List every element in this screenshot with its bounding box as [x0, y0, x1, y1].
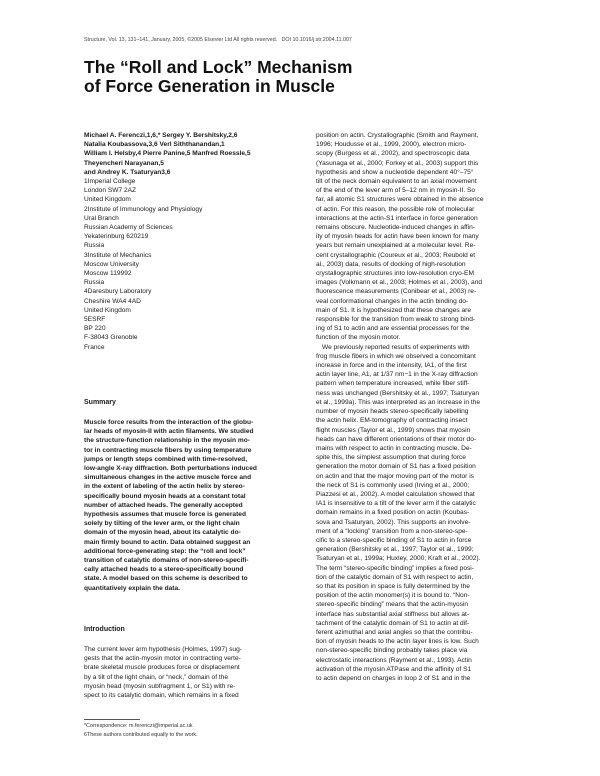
summary-line: specifically bound myosin heads at a constant total	[84, 492, 246, 500]
body-line: ferent azimuthal and axial angles so that the contribu-	[316, 628, 473, 636]
body-line: tion of myosin heads to the actin layer lines is low. Such	[316, 638, 479, 646]
body-line: interface has substantial axial stiffness but allows at-	[316, 610, 470, 618]
body-line: 1996; Houdusse et al., 1999, 2000), electron micro-	[316, 141, 467, 149]
body-line: generation the motor domain of S1 has a fixed position	[316, 463, 476, 471]
author-line: Michael A. Ferenczi,1,6,* Sergey Y. Bershitsky,2,6	[84, 132, 238, 139]
affiliation-line: United Kingdom	[84, 196, 131, 204]
doi-text[interactable]: DOI 10.1016/j.str.2004.11.007	[281, 37, 352, 43]
article-title	[84, 58, 504, 96]
body-line: so that its position in space is fully determined by the	[316, 582, 470, 590]
affiliation-line: 5ESRF	[84, 316, 106, 324]
summary-line: low-angle X-ray diffraction. Both perturbations induced	[84, 465, 257, 473]
footnotes	[84, 722, 306, 739]
affiliation-line: France	[84, 343, 105, 351]
author-list	[84, 131, 303, 177]
body-line: electrostatic interactions (Rayment et al., 1993). Actin	[316, 656, 472, 664]
affiliation-line: Ural Branch	[84, 214, 119, 222]
affiliation-line: 3Institute of Mechanics	[84, 251, 152, 259]
summary-line: quantitatively explain the data.	[84, 584, 180, 592]
body-line: veal conformational changes in the actin binding do-	[316, 297, 469, 305]
title-line: of Force Generation in Muscle	[84, 76, 335, 96]
author-line: Natalia Koubassova,3,6 Verl Siththanandan,1	[84, 141, 225, 149]
summary-line: state. A model based on this scheme is described to	[84, 575, 248, 583]
body-line: tachment of the catalytic domain of S1 to actin at dif-	[316, 619, 470, 627]
summary-line: in the extent of labeling of the actin helix by stereo-	[84, 483, 245, 491]
affiliation-line: BP 220	[84, 325, 106, 333]
summary-line: jumps or length steps combined with time-resolved,	[84, 455, 248, 463]
body-line: al., 2003) data, results of docking of high-resolution	[316, 260, 466, 268]
body-line: ness was unchanged (Bershitsky et al., 1997; Tsaturyan	[316, 389, 479, 397]
body-line: position of the actin monomer(s) it is bound to. “Non-	[316, 592, 470, 600]
summary-line: simultaneous changes in the active muscle force and	[84, 474, 252, 482]
summary-line: transition of catalytic domains of non-stereo-specifi-	[84, 557, 249, 565]
summary-line: number of attached heads. The generally accepted	[84, 501, 243, 509]
body-line: main of S1. It is hypothesized that these changes are	[316, 306, 472, 314]
body-line: flight muscles (Taylor et al., 1999) shows that myosin	[316, 426, 471, 434]
author-line: William I. Helsby,4 Pierre Panine,5 Manfred Roessle,5	[84, 150, 251, 158]
body-line: far, all atomic S1 structures were obtained in the absence	[316, 196, 484, 204]
citation-text: Structure, Vol. 13, 131–141, January, 2005, ©2005 Elsevier Ltd All rights reserved.	[84, 37, 278, 43]
affiliation-line: United Kingdom	[84, 306, 131, 314]
body-line: frog muscle fibers in which we observed a concomitant	[316, 352, 476, 360]
intro-line: spect to its catalytic domain, which remains in a fixed	[84, 692, 239, 700]
author-line: and Andrey K. Tsaturyan3,6	[84, 168, 171, 176]
body-line: stereo-specific binding” means that the actin-myosin	[316, 601, 469, 609]
body-line: hypothesis and show a nucleotide dependent 40°–75°	[316, 168, 474, 176]
body-line: Piazzesi et al., 2002). A model calculation showed that	[316, 490, 475, 498]
body-line: interactions at the actin-S1 interface in force generation	[316, 214, 478, 222]
summary-line: domain of the myosin head, about its catalytic do-	[84, 529, 241, 537]
affiliation-line: 1Imperial College	[84, 178, 136, 186]
affiliation-line: Russia	[84, 242, 105, 250]
body-line: et al., 1999a). This was interpreted as an increase in the	[316, 398, 481, 406]
body-line: (Yasunaga et al., 2000; Forkey et al., 2003) support this	[316, 159, 479, 167]
summary-line: Muscle force results from the interaction of the globu-	[84, 419, 254, 426]
author-line: Theyencheri Narayanan,5	[84, 159, 164, 167]
body-line: actin layer line, A1, at 1/37 nm−1 in the X-ray diffraction	[316, 371, 478, 379]
body-line: non-stereo-specific binding probably takes place via	[316, 647, 468, 655]
summary-line: cally attached heads to a stereo-specifically bound	[84, 566, 244, 574]
affiliation-line: Cheshire WA4 4AD	[84, 297, 141, 305]
affiliation-line: F-38043 Grenoble	[84, 334, 138, 342]
footnote-equal-contribution: 6These authors contributed equally to the work.	[84, 731, 198, 738]
body-line: responsible for the transition from weak to strong bind-	[316, 316, 476, 324]
left-column-front-matter	[84, 131, 303, 352]
body-line: function of the myosin motor.	[316, 334, 401, 342]
summary-line: hypothesis assumes that muscle force is generated	[84, 511, 246, 519]
body-line: tilt of the neck domain equivalent to an axial movement	[316, 178, 477, 186]
body-line: number of myosin heads stereo-specifically labelling	[316, 408, 469, 416]
body-line: The term “stereo-specific binding” implies a fixed posi-	[316, 564, 474, 572]
body-line: position on actin. Crystallographic (Smith and Rayment,	[316, 132, 479, 139]
affiliation-line: Yekaterinburg 620219	[84, 233, 149, 241]
body-line: scopy (Burgess et al., 2002), and spectroscopic data	[316, 150, 470, 158]
body-line: mains with respect to actin in contracting muscle. De-	[316, 444, 472, 452]
body-line: pattern when temperature increased, while fiber stiff-	[316, 380, 470, 388]
summary-line: main firmly bound to actin. Data obtained suggest an	[84, 538, 251, 546]
body-line: remains obscure. Nucleotide-induced changes in affin-	[316, 224, 475, 232]
summary-line: additional force-generating step: the “roll and lock”	[84, 547, 246, 555]
right-column-body	[316, 131, 538, 683]
intro-line: by a tilt of the light chain, or “neck,” domain of the	[84, 673, 229, 681]
body-line: sova and Tsaturyan, 2002). This supports an involve-	[316, 518, 471, 526]
body-line: on actin and that the major moving part of the motor is	[316, 472, 474, 480]
body-line: spite this, the simplest assumption that during force	[316, 454, 466, 462]
body-line: increase in force and in the intensity, IA1, of the first	[316, 362, 467, 370]
summary-heading: Summary	[84, 399, 116, 406]
summary-text	[84, 418, 306, 593]
body-line: the neck of S1 is commonly used (Irving et al., 2000;	[316, 481, 470, 489]
body-line: fluorescence measurements (Conibear et al., 2003) re-	[316, 288, 477, 296]
body-line: of actin. For this reason, the possible role of molecular	[316, 205, 475, 213]
body-line: crystallographic structures into low-resolution cryo-EM	[316, 270, 474, 278]
affiliation-line: 2Institute of Immunology and Physiology	[84, 205, 203, 213]
affiliation-line: Russia	[84, 279, 105, 287]
introduction-text	[84, 645, 306, 700]
body-line: ity of myosin heads for actin have been known for many	[316, 233, 479, 241]
summary-line: tor in contracting muscle fibers by using temperature	[84, 446, 252, 454]
body-line: ment of a “locking” transition from a non-stereo-spe-	[316, 527, 468, 535]
body-line: domain remains in a fixed position on actin (Koubas-	[316, 509, 470, 517]
body-line: to actin depend on charges in loop 2 of S1 and in the	[316, 674, 471, 682]
journal-header	[84, 37, 524, 43]
intro-line: gests that the actin-myosin motor in contracting verte-	[84, 655, 241, 663]
body-line: generation (Bershitsky et al., 1997; Taylor et al., 1999;	[316, 546, 474, 554]
affiliation-line: Russian Academy of Sciences	[84, 224, 173, 232]
summary-line: solely by tilting of the lever arm, or the light chain	[84, 520, 240, 528]
body-line: years but remain unexplained at a molecular level. Re-	[316, 242, 476, 250]
body-line: ing of S1 to actin and are essential processes for the	[316, 325, 470, 333]
affiliation-line: Moscow 119992	[84, 270, 132, 278]
intro-line: myosin head (myosin subfragment 1, or S1) with re-	[84, 682, 236, 690]
body-line: cific to a stereo-specific binding of S1 to actin in force	[316, 536, 472, 544]
summary-line: the structure-function relationship in the myosin mo-	[84, 437, 250, 445]
body-line: We previously reported results of experiments with	[322, 343, 470, 351]
body-line: tion of the catalytic domain of S1 with respect to actin,	[316, 573, 474, 581]
footnote-rule	[84, 719, 140, 720]
body-line: images (Volkmann et al., 2003; Holmes et al., 2003), and	[316, 279, 483, 287]
affiliation-line: Moscow University	[84, 260, 139, 268]
title-line: The “Roll and Lock” Mechanism	[84, 57, 353, 77]
body-line: IA1 is insensitive to a tilt of the lever arm if the catalytic	[316, 500, 476, 508]
body-line: activation of the myosin ATPase and the affinity of S1	[316, 665, 472, 673]
body-line: of the end of the lever arm of 5–12 nm in myosin-II. So	[316, 187, 476, 195]
affiliation-line: 4Daresbury Laboratory	[84, 288, 152, 296]
introduction-heading: Introduction	[84, 626, 125, 633]
intro-line: brate skeletal muscle produces force or displacement	[84, 664, 240, 672]
body-line: heads can have different orientations of their motor do-	[316, 435, 477, 443]
footnote-correspondence: *Correspondence: m.ferenczi@imperial.ac.uk	[84, 723, 193, 729]
summary-line: lar heads of myosin-II with actin filaments. We studied	[84, 428, 254, 436]
body-line: cent crystallographic (Coureux et al., 2003; Reubold et	[316, 251, 476, 259]
affiliation-list	[84, 177, 303, 352]
intro-line: The current lever arm hypothesis (Holmes, 1997) sug-	[84, 646, 242, 653]
body-line: Tsaturyan et al., 1999a; Huxley, 2000; Kraft et al., 2002).	[316, 555, 481, 563]
affiliation-line: London SW7 2AZ	[84, 187, 137, 195]
body-line: the actin helix. EM-tomography of contracting insect	[316, 417, 468, 425]
